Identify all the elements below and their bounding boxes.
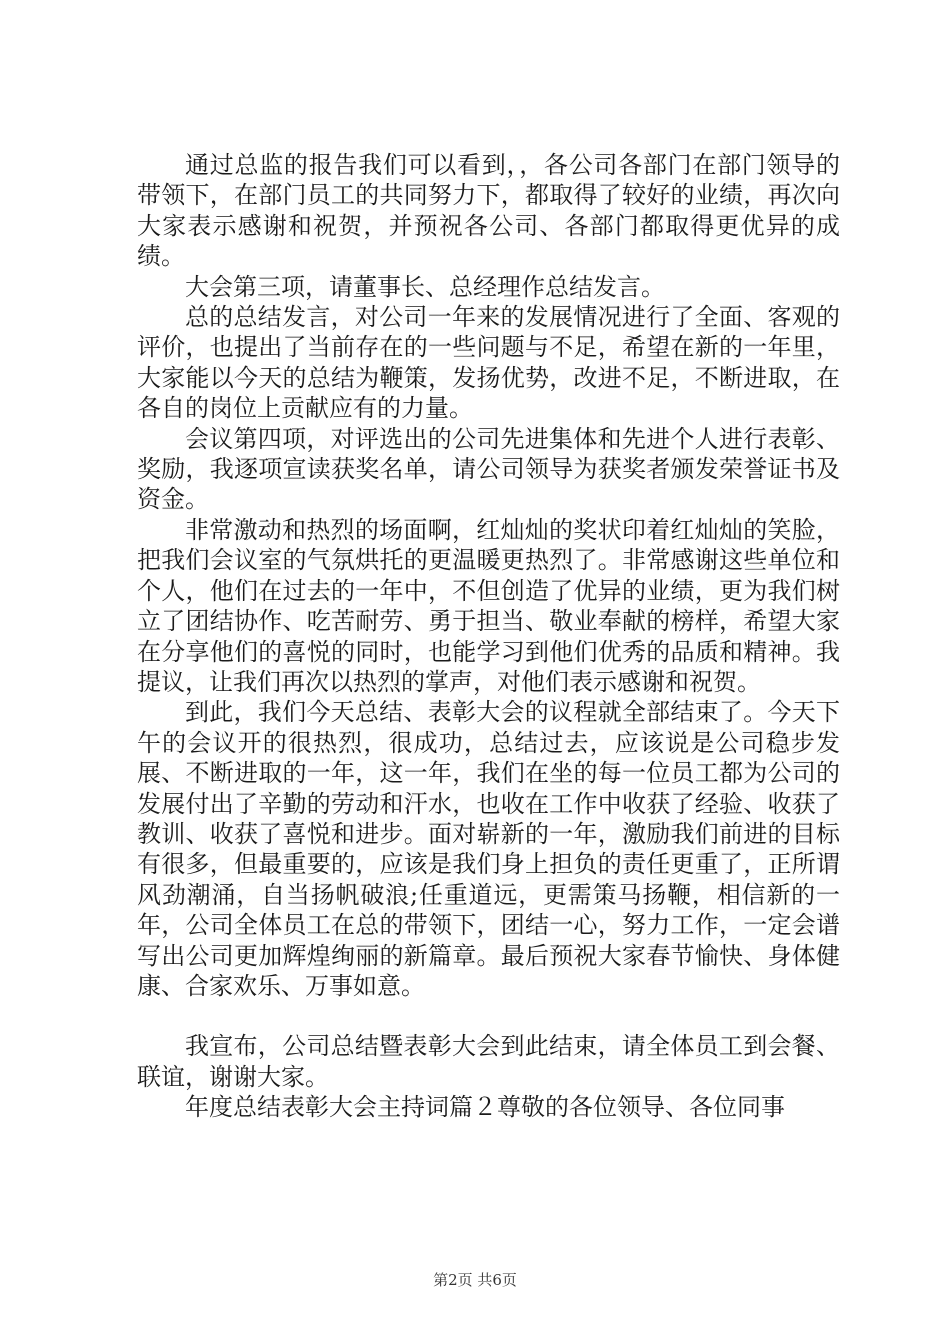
paragraph-closing-remarks: 到此，我们今天总结、表彰大会的议程就全部结束了。今天下午的会议开的很热烈，很成功，总结过去，应该说是公司稳步发展、不断进取的一年，这一年，我们在坐的每一位员工都为公司的发展付出了辛勤的劳动和汗水，也收在工作中收获了经验、收获了教训、收获了喜悦和进步。面对崭新的一年，激励我们前进的目标有很多，但最重要的，应该是我们身上担负的责任更重了，正所谓风劲潮涌，自当扬帆破浪;任重道远，更需策马扬鞭，相信新的一年，公司全体员工在总的带领下，团结一心，努力工作，一定会谱写出公司更加辉煌绚丽的新篇章。最后预祝大家春节愉快、身体健康、合家欢乐、万事如意。: [137, 698, 840, 1000]
paragraph-next-section: 年度总结表彰大会主持词篇２尊敬的各位领导、各位同事: [185, 1093, 785, 1122]
paragraph-summary-speech: 总的总结发言，对公司一年来的发展情况进行了全面、客观的评价，也提出了当前存在的一些问题与不足，希望在新的一年里，大家能以今天的总结为鞭策，发扬优势，改进不足，不断进取，在各自的岗位上贡献应有的力量。: [137, 303, 840, 423]
document-body: [137, 150, 840, 1123]
paragraph-announcement: 我宣布，公司总结暨表彰大会到此结束，请全体员工到会餐、联谊，谢谢大家。: [137, 1032, 840, 1091]
paragraph-report-summary: 通过总监的报告我们可以看到，，各公司各部门在部门领导的带领下，在部门员工的共同努力下，都取得了较好的业绩，再次向大家表示感谢和祝贺，并预祝各公司、各部门都取得更优异的成绩。: [137, 151, 840, 271]
page-number-footer: 第2页 共6页: [433, 1271, 517, 1289]
paragraph-award-scene: 非常激动和热烈的场面啊，红灿灿的奖状印着红灿灿的笑脸，把我们会议室的气氛烘托的更温暖更热烈了。非常感谢这些单位和个人，他们在过去的一年中，不但创造了优异的业绩，更为我们树立了团结协作、吃苦耐劳、勇于担当、敬业奉献的榜样，希望大家在分享他们的喜悦的同时，也能学习到他们优秀的品质和精神。我提议，让我们再次以热烈的掌声，对他们表示感谢和祝贺。: [137, 515, 840, 696]
paragraph-agenda-item-4: 会议第四项，对评选出的公司先进集体和先进个人进行表彰、奖励，我逐项宣读获奖名单，请公司领导为获奖者颁发荣誉证书及资金。: [137, 424, 840, 514]
paragraph-agenda-item-3: 大会第三项，请董事长、总经理作总结发言。: [185, 272, 665, 301]
